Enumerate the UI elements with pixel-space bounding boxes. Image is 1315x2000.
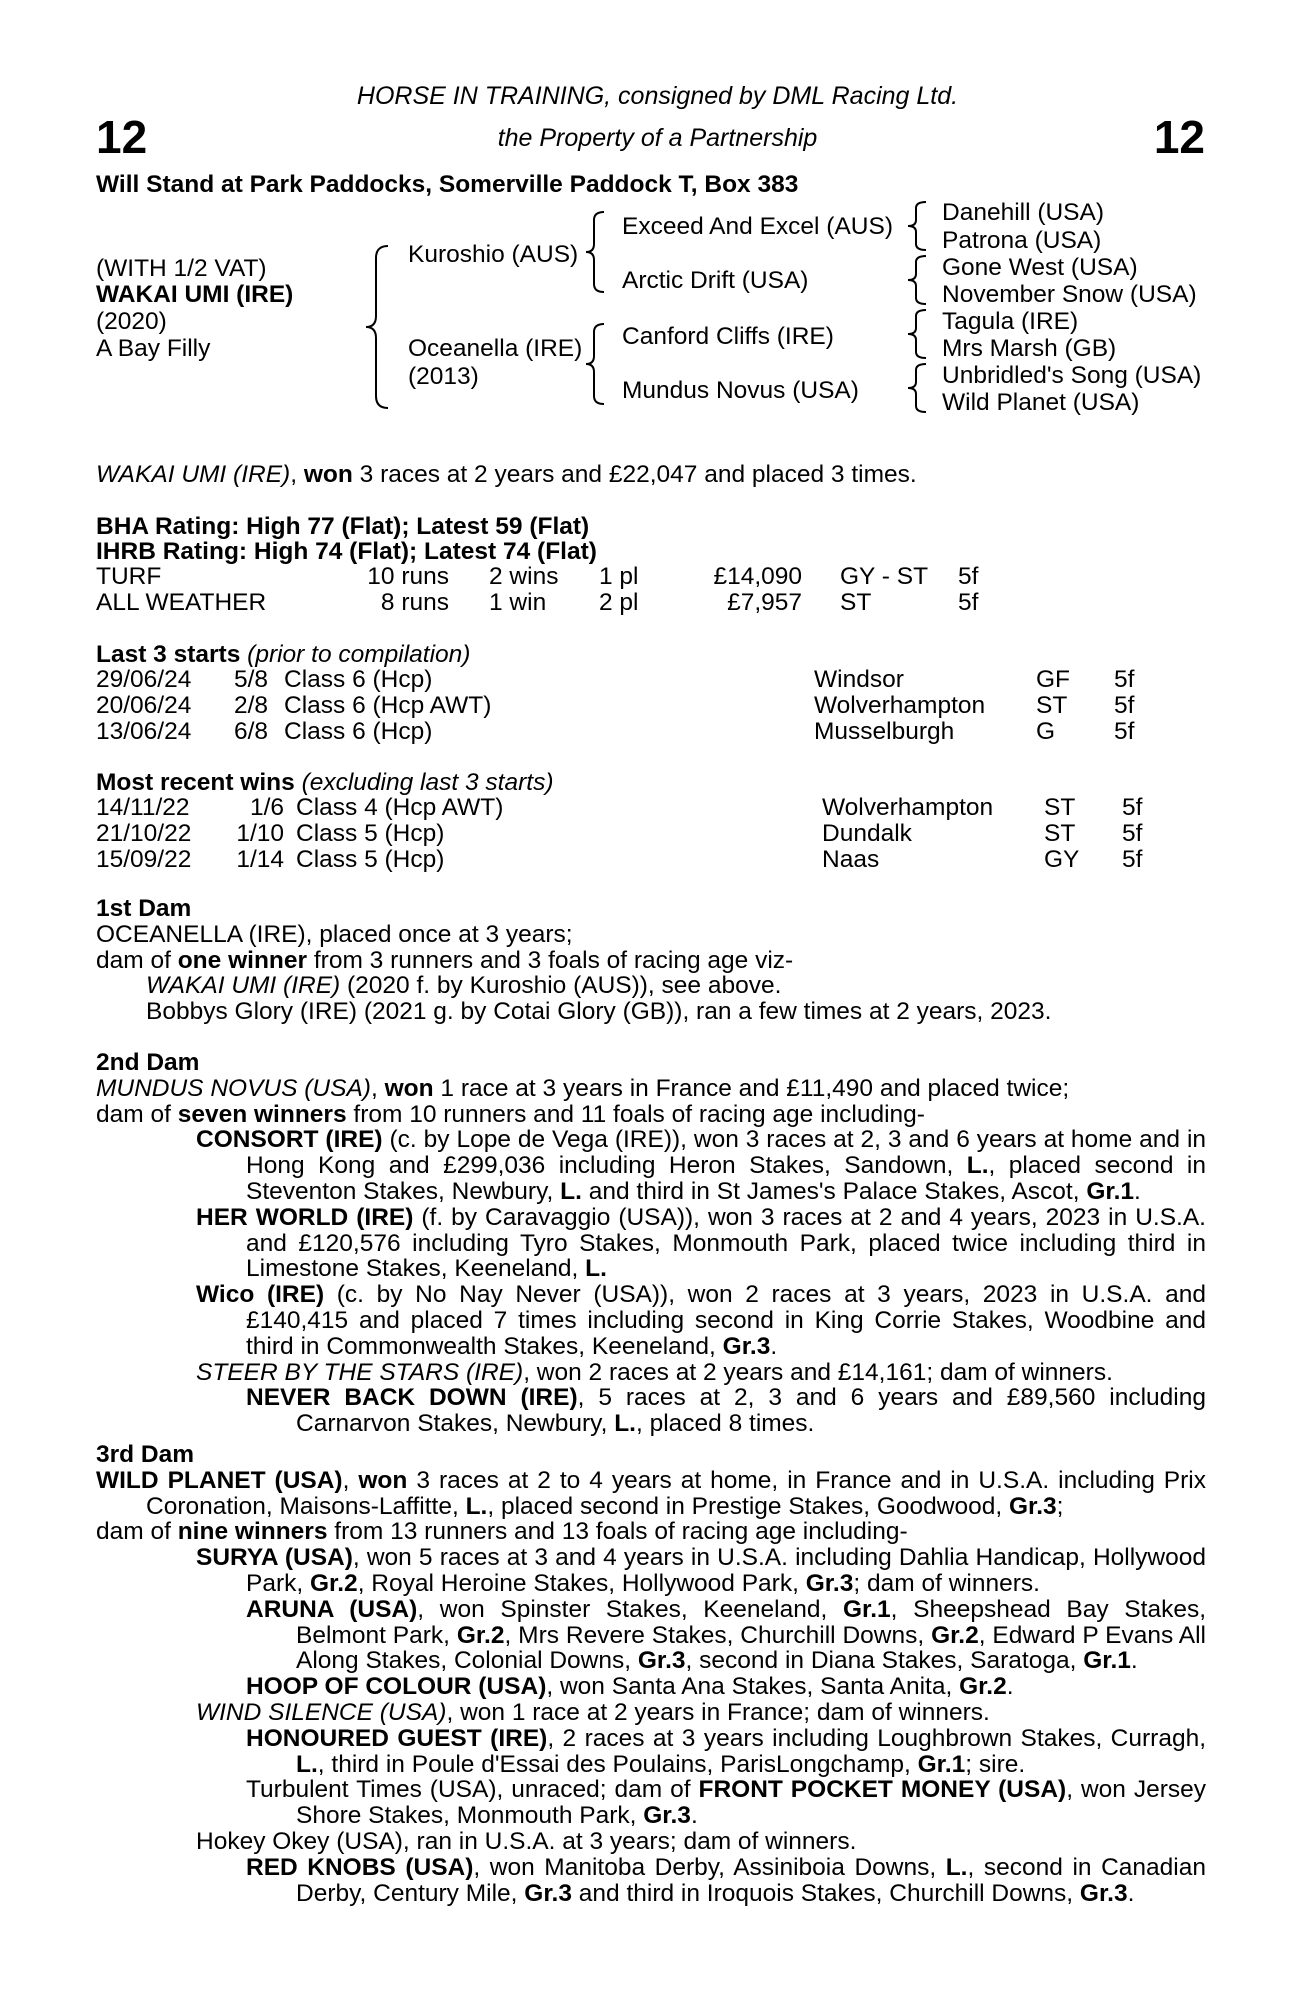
race-position: 6/8: [234, 717, 269, 745]
text: , won Manitoba Derby, Assiniboia Downs,: [473, 1853, 946, 1881]
text: , placed second in Prestige Stakes, Goodwood,: [487, 1492, 1009, 1520]
first-dam-produce-intro: [96, 948, 1206, 974]
prize-money: £7,957: [727, 588, 802, 616]
distance: 5f: [958, 588, 979, 616]
pedigree-brace-dam: [582, 322, 608, 406]
pedigree-brace-3b: [904, 254, 930, 306]
text: dam of: [96, 1518, 178, 1546]
recent-wins-heading: [96, 770, 553, 796]
pedigree-dam: Oceanella (IRE): [408, 335, 583, 362]
pedigree-dam-sire: Canford Cliffs (IRE): [622, 323, 834, 350]
pedigree-ddd: Wild Planet (USA): [942, 389, 1140, 416]
table-row: [96, 719, 1134, 745]
summary-won: won: [303, 461, 353, 488]
race-course: Wolverhampton: [822, 794, 994, 821]
text: Gr.1: [1086, 1177, 1135, 1205]
pedigree-sire-sire: Exceed And Excel (AUS): [622, 213, 893, 240]
text: , third in Poule d'Essai des Poulains, ParisLongchamp,: [317, 1750, 918, 1778]
produce-her-world: [96, 1205, 1206, 1282]
second-dam-produce-intro: [96, 1102, 1206, 1128]
ihrb-rating: IHRB Rating: High 74 (Flat); Latest 74 (Flat): [96, 538, 597, 565]
text: Gr.3: [1008, 1492, 1057, 1520]
ratings-row-turf: [96, 564, 978, 590]
text: ,: [370, 1074, 385, 1102]
race-date: 15/09/22: [96, 845, 192, 873]
ratings-row-aw: [96, 590, 978, 616]
text: , Edward P Evans All Along Stakes, Colonial Downs,: [296, 1621, 1206, 1675]
going: GY - ST: [840, 563, 929, 590]
text: HOOP OF COLOUR (USA): [246, 1673, 547, 1701]
text: from 3 runners and 3 foals of racing age viz-: [307, 946, 794, 974]
race-distance: 5f: [1122, 845, 1143, 873]
race-position: 1/10: [236, 819, 284, 847]
ratings-table: [96, 564, 978, 616]
text: , Royal Heroine Stakes, Hollywood Park,: [357, 1569, 806, 1597]
text: Gr.3: [1079, 1879, 1128, 1907]
race-class: Class 6 (Hcp AWT): [284, 691, 492, 719]
produce-hokey-okey: Hokey Okey (USA), ran in U.S.A. at 3 years; dam of winners.: [196, 1827, 857, 1855]
vat-note: (WITH 1/2 VAT): [96, 255, 267, 282]
race-course: Naas: [822, 845, 880, 873]
stand-location: Will Stand at Park Paddocks, Somerville Paddock T, Box 383: [96, 171, 799, 198]
text: dam of: [96, 946, 178, 974]
text: , won 2 races at 2 years and £14,161; dam of winners.: [523, 1358, 1113, 1386]
wins: 2 wins: [489, 563, 559, 590]
text: , second in Canadian Derby, Century Mile,: [296, 1853, 1206, 1907]
pedigree-ssd: Patrona (USA): [942, 227, 1102, 254]
consignor-line: HORSE IN TRAINING, consigned by DML Racing Ltd.: [356, 82, 959, 110]
runs: 8 runs: [380, 588, 449, 616]
third-dam-produce-intro: [96, 1519, 1206, 1545]
summary-rest: 3 races at 2 years and £22,047 and placed 3 times.: [352, 461, 917, 488]
text: STEER BY THE STARS (IRE): [196, 1358, 524, 1386]
produce-hoop-of-colour: [96, 1674, 1206, 1700]
text: Gr.3: [524, 1879, 572, 1907]
race-class: Class 6 (Hcp): [284, 666, 433, 693]
text: dam of: [96, 1100, 178, 1128]
race-going: G: [1036, 717, 1056, 745]
produce-steer-by-the-stars: [96, 1360, 1206, 1386]
text: Gr.1: [842, 1595, 891, 1623]
text: L.: [945, 1853, 968, 1881]
race-going: ST: [1036, 691, 1068, 719]
recent-wins-table: [96, 795, 1142, 872]
text: Gr.2: [456, 1621, 505, 1649]
text: ; dam of winners.: [853, 1569, 1040, 1597]
last3-title: Last 3 starts: [96, 641, 241, 668]
first-dam-produce-2: Bobbys Glory (IRE) (2021 g. by Cotai Glory (GB)), ran a few times at 2 years, 2023.: [146, 998, 1052, 1026]
text: , Mrs Revere Stakes, Churchill Downs,: [504, 1621, 932, 1649]
pedigree-brace-main: [362, 244, 392, 410]
runs: 10 runs: [367, 563, 449, 590]
race-date: 21/10/22: [96, 819, 192, 847]
summary-sep: ,: [290, 461, 304, 488]
race-position: 2/8: [234, 691, 269, 719]
text: from 10 runners and 11 foals of racing age including-: [346, 1100, 925, 1128]
race-course: Wolverhampton: [814, 691, 986, 719]
text: Gr.1: [917, 1750, 966, 1778]
pedigree-sire-dam: Arctic Drift (USA): [622, 267, 809, 294]
text: , won Spinster Stakes, Keeneland,: [417, 1595, 843, 1623]
text: Gr.3: [643, 1802, 691, 1830]
pedigree-sire: Kuroshio (AUS): [408, 241, 579, 268]
race-class: Class 5 (Hcp): [296, 819, 445, 847]
text: SURYA (USA): [196, 1544, 353, 1572]
text: L.: [966, 1152, 989, 1180]
text: 1 race at 3 years in France and £11,490 and placed twice;: [433, 1074, 1070, 1102]
property-line: the Property of a Partnership: [497, 124, 818, 152]
text: ;: [1056, 1492, 1064, 1520]
first-dam-section: [96, 896, 1206, 1025]
table-row: [96, 847, 1142, 873]
text: Wico (IRE): [196, 1281, 325, 1309]
race-course: Musselburgh: [814, 717, 955, 745]
pedigree-dds: Unbridled's Song (USA): [942, 362, 1202, 389]
text: Gr.2: [959, 1673, 1007, 1701]
produce-surya: [96, 1545, 1206, 1597]
text: , won Santa Ana Stakes, Santa Anita,: [546, 1673, 960, 1701]
produce-never-back-down: [96, 1385, 1206, 1437]
horse-description: A Bay Filly: [96, 335, 211, 362]
produce-consort: [96, 1127, 1206, 1204]
pedigree-brace-3d: [904, 362, 930, 414]
race-class: Class 4 (Hcp AWT): [296, 794, 504, 821]
produce-aruna: [96, 1597, 1206, 1674]
text: Gr.3: [722, 1332, 771, 1360]
first-dam-produce-1: [96, 973, 1206, 999]
text: L.: [296, 1750, 318, 1778]
text: NEVER BACK DOWN (IRE): [246, 1384, 578, 1412]
race-distance: 5f: [1114, 666, 1135, 693]
wins: 1 win: [489, 588, 547, 616]
third-dam-title: 3rd Dam: [96, 1441, 195, 1468]
race-date: 29/06/24: [96, 666, 192, 693]
text: HONOURED GUEST (IRE): [246, 1724, 548, 1752]
second-dam-section: [96, 1050, 1206, 1437]
text: .: [770, 1332, 778, 1360]
prize-money: £14,090: [713, 563, 802, 590]
text: , won 5 races at 3 and 4 years in U.S.A. including Dahlia Handicap, Hollywood Park,: [246, 1544, 1207, 1597]
pedigree-dam-year: (2013): [408, 363, 479, 390]
text: (c. by No Nay Never (USA)), won 2 races at 3 years, 2023 in U.S.A. and £140,415 and placed 7 times including second in King Corrie Stakes, Woodbine and third in Commonwealth Stakes, Keeneland,: [246, 1281, 1206, 1360]
text: L.: [614, 1410, 636, 1438]
race-class: Class 6 (Hcp): [284, 717, 433, 745]
text: WILD PLANET (USA): [96, 1466, 343, 1494]
text: (c. by Lope de Vega (IRE)), won 3 races at 2, 3 and 6 years at home and in Hong Kong and £299,036 including Heron Stakes, Sandown,: [246, 1126, 1207, 1180]
pedigree-brace-3c: [904, 308, 930, 360]
last3-heading: [96, 642, 470, 668]
first-dam-line: OCEANELLA (IRE), placed once at 3 years;: [96, 920, 573, 948]
lot-number-left: 12: [96, 111, 148, 163]
text: (f. by Caravaggio (USA)), won 3 races at 2 and 4 years, 2023 in U.S.A. and £120,576 including Tyro Stakes, Monmouth Park, placed twice including third in Limestone Stakes, Keeneland,: [246, 1203, 1206, 1283]
produce-wind-silence: [96, 1700, 1206, 1726]
race-distance: 5f: [1114, 717, 1135, 745]
text: Gr.1: [1083, 1647, 1131, 1675]
race-going: GF: [1036, 666, 1071, 693]
distance: 5f: [958, 563, 979, 590]
text: , placed 8 times.: [635, 1410, 815, 1438]
text: CONSORT (IRE): [196, 1126, 383, 1154]
text: ,: [342, 1466, 359, 1494]
recent-wins-note: (excluding last 3 starts): [294, 769, 554, 796]
text: RED KNOBS (USA): [246, 1853, 474, 1881]
pedigree-brace-3a: [904, 200, 930, 252]
race-distance: 5f: [1122, 819, 1143, 847]
text: .: [1134, 1177, 1141, 1205]
text: .: [1130, 1647, 1138, 1675]
produce-red-knobs: [96, 1855, 1206, 1907]
text: L.: [560, 1177, 582, 1205]
text: Gr.3: [637, 1647, 686, 1675]
text: nine winners: [177, 1518, 328, 1546]
pedigree-sss: Danehill (USA): [942, 199, 1105, 226]
text: Turbulent Times (USA), unraced; dam of: [246, 1776, 699, 1804]
text: , second in Diana Stakes, Saratoga,: [685, 1647, 1084, 1675]
text: L.: [585, 1255, 607, 1283]
race-position: 5/8: [234, 666, 269, 693]
race-class: Class 5 (Hcp): [296, 845, 445, 873]
third-dam-section: [96, 1442, 1206, 1906]
text: .: [690, 1802, 698, 1830]
text: and third in St James's Palace Stakes, Ascot,: [581, 1177, 1087, 1205]
text: ; sire.: [965, 1750, 1026, 1778]
third-dam-line: [96, 1468, 1206, 1520]
text: won: [384, 1074, 434, 1102]
race-summary: [96, 462, 917, 488]
text: MUNDUS NOVUS (USA): [96, 1074, 371, 1102]
produce-wico: [96, 1282, 1206, 1359]
race-date: 14/11/22: [96, 794, 190, 821]
produce-turbulent-times: [96, 1777, 1206, 1829]
pedigree-brace-sire: [582, 210, 608, 294]
race-going: ST: [1044, 819, 1076, 847]
pedigree-dsd: Mrs Marsh (GB): [942, 335, 1117, 362]
surface: ALL WEATHER: [96, 588, 267, 616]
second-dam-line: [96, 1076, 1206, 1102]
text: , won 1 race at 2 years in France; dam of winners.: [446, 1698, 990, 1726]
second-dam-title: 2nd Dam: [96, 1049, 200, 1076]
text: .: [1006, 1673, 1014, 1701]
going: ST: [840, 588, 872, 616]
text: , Sheepshead Bay Stakes, Belmont Park,: [296, 1595, 1207, 1649]
summary-horse-name: WAKAI UMI (IRE): [96, 461, 291, 488]
text: HER WORLD (IRE): [196, 1203, 414, 1231]
pedigree-sdd: November Snow (USA): [942, 281, 1197, 308]
race-going: GY: [1044, 845, 1080, 873]
horse-year: (2020): [96, 308, 167, 335]
table-row: [96, 693, 1134, 719]
race-position: 1/14: [236, 845, 284, 873]
text: .: [1127, 1879, 1135, 1907]
text: , placed second in Steventon Stakes, Newbury,: [246, 1152, 1207, 1205]
surface: TURF: [96, 563, 162, 590]
last3-table: [96, 667, 1134, 744]
text: Gr.3: [805, 1569, 854, 1597]
pedigree-dss: Tagula (IRE): [942, 308, 1079, 335]
text: seven winners: [177, 1100, 347, 1128]
text: L.: [465, 1492, 488, 1520]
produce-honoured-guest: [96, 1726, 1206, 1778]
text: won: [358, 1466, 408, 1494]
table-row: [96, 795, 1142, 821]
race-distance: 5f: [1114, 691, 1135, 719]
recent-wins-title: Most recent wins: [96, 769, 295, 796]
text: FRONT POCKET MONEY (USA): [698, 1776, 1067, 1804]
race-course: Windsor: [814, 666, 904, 693]
placed: 2 pl: [599, 588, 639, 616]
race-date: 20/06/24: [96, 691, 192, 719]
pedigree-dam-dam: Mundus Novus (USA): [622, 377, 859, 404]
placed: 1 pl: [599, 563, 639, 590]
last3-note: (prior to compilation): [240, 641, 471, 668]
race-position: 1/6: [249, 794, 284, 821]
pedigree-sds: Gone West (USA): [942, 254, 1138, 281]
race-course: Dundalk: [822, 819, 912, 847]
race-going: ST: [1044, 794, 1076, 821]
first-dam-title: 1st Dam: [96, 895, 192, 922]
text: , 2 races at 3 years including Loughbrown Stakes, Curragh,: [547, 1724, 1207, 1752]
text: Gr.2: [310, 1569, 358, 1597]
text: (2020 f. by Kuroshio (AUS)), see above.: [340, 972, 782, 1000]
text: WIND SILENCE (USA): [196, 1698, 447, 1726]
bha-rating: BHA Rating: High 77 (Flat); Latest 59 (Flat): [96, 513, 590, 540]
text: one winner: [177, 946, 308, 974]
table-row: [96, 667, 1134, 693]
text: from 13 runners and 13 foals of racing age including-: [327, 1518, 908, 1546]
table-row: [96, 821, 1142, 847]
text: 3 races at 2 to 4 years at home, in France and in U.S.A. including Prix Coronation, Maisons-Laffitte,: [146, 1466, 1206, 1520]
text: and third in Iroquois Stakes, Churchill Downs,: [571, 1879, 1080, 1907]
text: , 5 races at 2, 3 and 6 years and £89,560 including Carnarvon Stakes, Newbury,: [296, 1384, 1206, 1438]
text: ARUNA (USA): [246, 1595, 418, 1623]
race-distance: 5f: [1122, 794, 1143, 821]
text: Gr.2: [931, 1621, 979, 1649]
text: WAKAI UMI (IRE): [146, 972, 341, 1000]
race-date: 13/06/24: [96, 717, 192, 745]
text: , won Jersey Shore Stakes, Monmouth Park,: [296, 1776, 1206, 1830]
lot-number-right: 12: [1153, 111, 1205, 163]
horse-name: WAKAI UMI (IRE): [96, 281, 294, 308]
